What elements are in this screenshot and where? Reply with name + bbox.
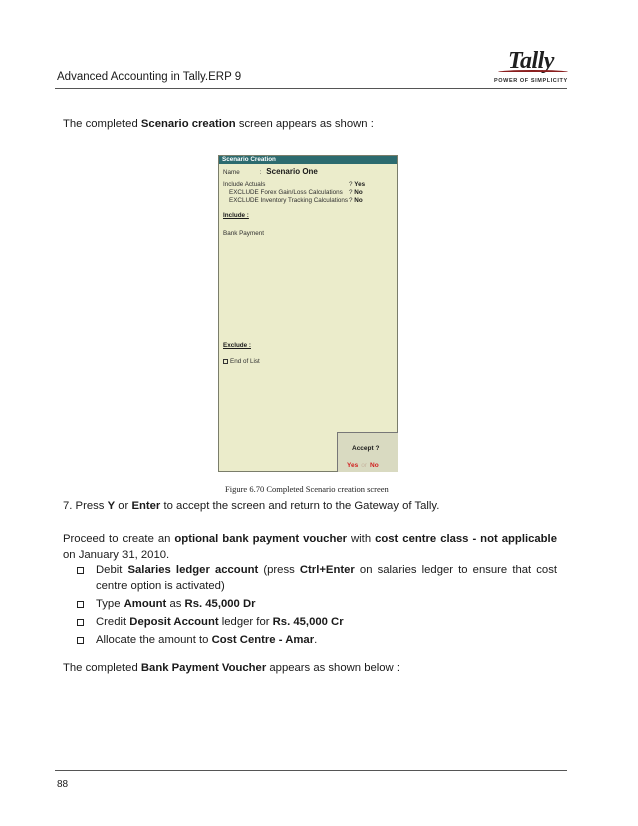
exclude-forex-value: ? No	[349, 189, 363, 196]
screen-title-bar: Scenario Creation	[219, 156, 397, 164]
accept-yes-button[interactable]: Yes	[347, 462, 359, 469]
accept-no-button[interactable]: No	[370, 462, 379, 469]
exclude-item: End of List	[223, 358, 260, 365]
proceed-paragraph: Proceed to create an optional bank payment voucher with cost centre class - not applicable on January 31, 2010.	[63, 533, 557, 561]
footer-divider	[55, 770, 567, 771]
list-square-icon	[223, 359, 228, 364]
exclude-inventory-value: ? No	[349, 197, 363, 204]
include-actuals-label: Include Actuals	[223, 181, 266, 188]
instruction-list	[77, 563, 557, 651]
list-item: Debit Salaries ledger account (press Ctrl+Enter on salaries ledger to ensure that cost centre option is activated)	[77, 563, 557, 594]
square-bullet-icon	[77, 619, 84, 626]
scenario-name-row: Name : Scenario One	[223, 167, 318, 176]
exclude-forex-label: EXCLUDE Forex Gain/Loss Calculations	[229, 189, 343, 196]
figure-caption: Figure 6.70 Completed Scenario creation screen	[225, 484, 389, 494]
accept-dialog	[337, 432, 398, 472]
include-actuals-value: ? Yes	[349, 181, 366, 188]
scenario-creation-screen	[218, 155, 398, 472]
include-item: Bank Payment	[223, 230, 264, 237]
header-divider	[55, 88, 567, 89]
logo-wordmark: Tally	[508, 48, 554, 74]
scenario-name-value: Scenario One	[266, 167, 318, 176]
square-bullet-icon	[77, 637, 84, 644]
square-bullet-icon	[77, 601, 84, 608]
include-heading: Include :	[223, 212, 249, 219]
page-number: 88	[57, 779, 69, 790]
list-item: Allocate the amount to Cost Centre - Amar.	[77, 633, 557, 649]
exclude-heading: Exclude :	[223, 342, 251, 349]
logo-tagline: POWER OF SIMPLICITY	[494, 78, 568, 84]
list-item: Type Amount as Rs. 45,000 Dr	[77, 597, 557, 613]
accept-title: Accept ?	[352, 445, 380, 452]
list-item: Credit Deposit Account ledger for Rs. 45,000 Cr	[77, 615, 557, 631]
running-header-title: Advanced Accounting in Tally.ERP 9	[57, 71, 242, 83]
logo-swoosh-icon	[498, 70, 568, 74]
closing-paragraph: The completed Bank Payment Voucher appears as shown below :	[63, 662, 400, 674]
intro-paragraph: The completed Scenario creation screen appears as shown :	[63, 118, 374, 130]
tally-logo	[494, 48, 570, 90]
square-bullet-icon	[77, 567, 84, 574]
step-7-paragraph: 7. Press Y or Enter to accept the screen and return to the Gateway of Tally.	[63, 500, 440, 512]
exclude-inventory-label: EXCLUDE Inventory Tracking Calculations	[229, 197, 348, 204]
accept-options: Yes or No	[347, 462, 379, 469]
